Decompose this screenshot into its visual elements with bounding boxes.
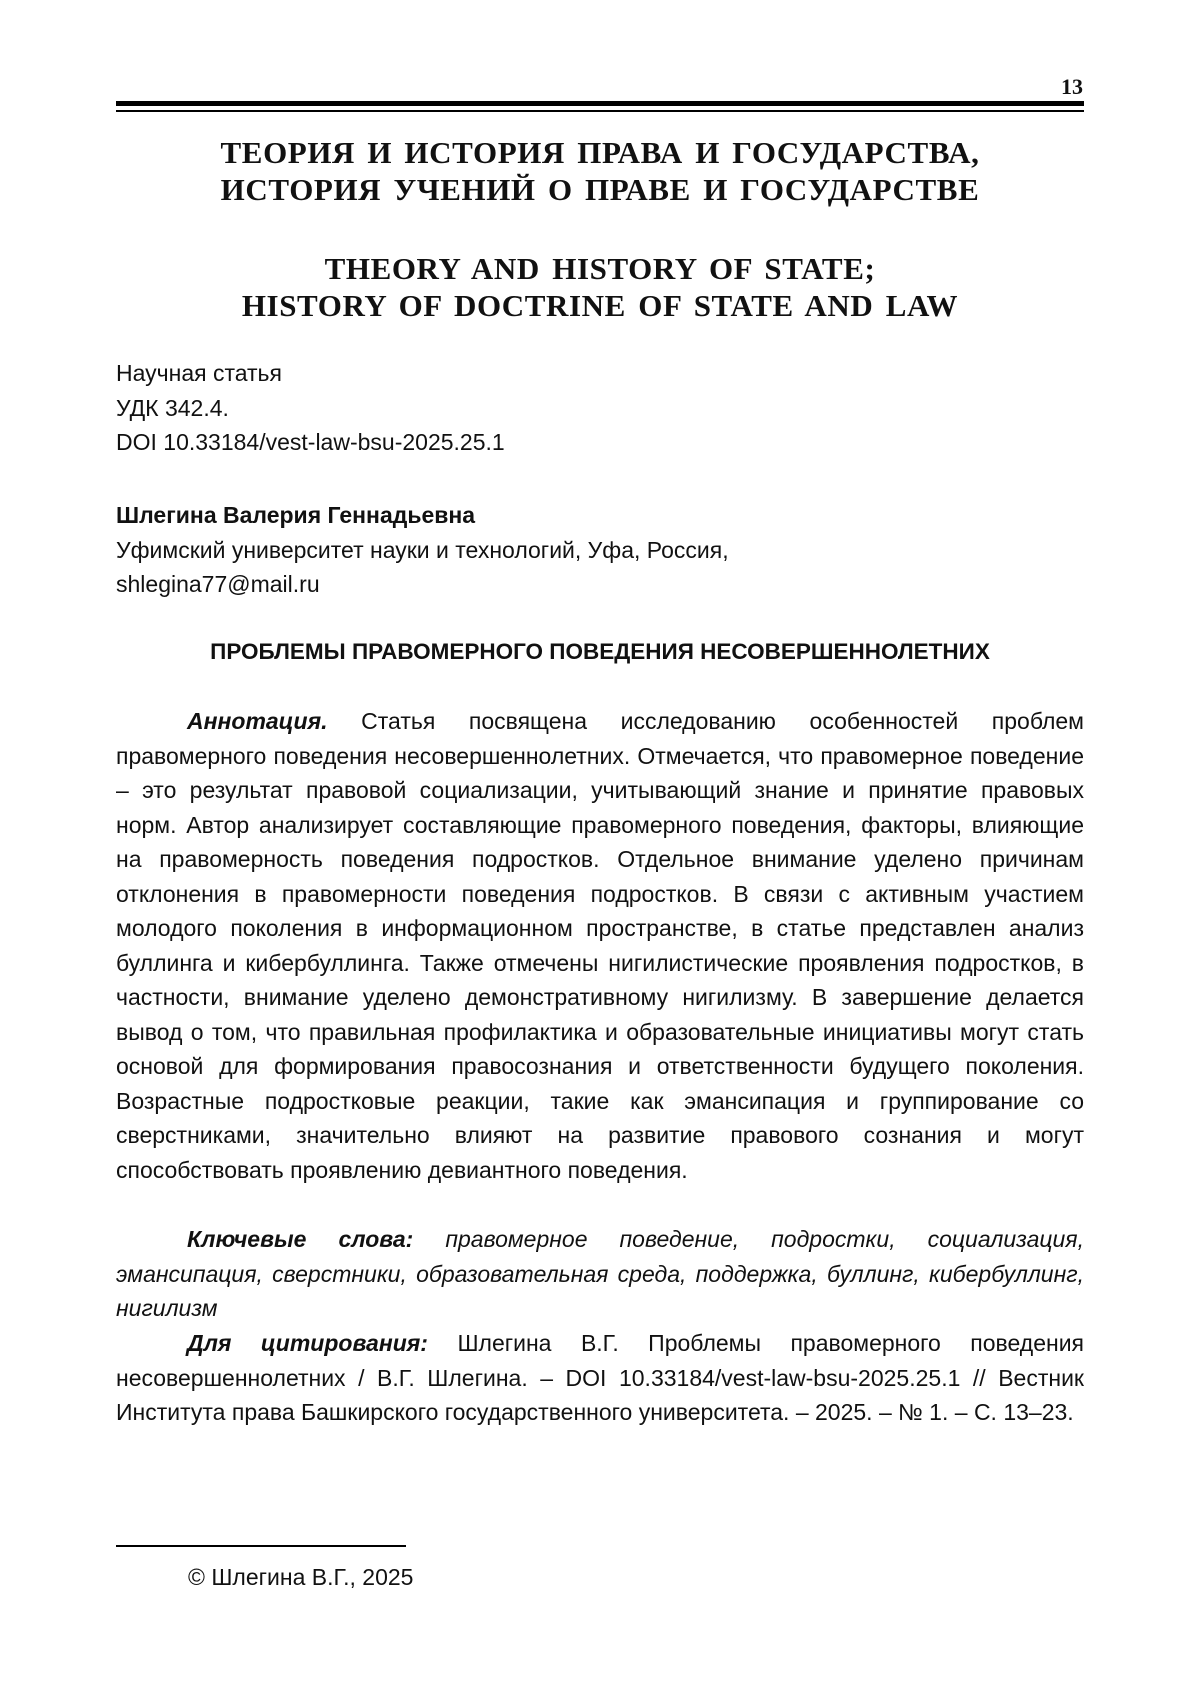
page-number: 13 xyxy=(1061,74,1083,99)
citation xyxy=(116,1326,1084,1430)
article-meta xyxy=(116,356,505,460)
abstract xyxy=(116,704,1084,1187)
section-title-en-line1: THEORY AND HISTORY OF STATE; xyxy=(324,251,876,286)
abstract-text: Статья посвящена исследованию особенностей проблем правомерного поведения несовершеннолетних. Отмечается, что правомерное поведение – это результат правовой социализации, учитывающий знание и принятие правовых норм. Автор анализирует составляющие правомерного поведения, факторы, влияющие на правомерность поведения подростков. Отдельное внимание уделено причинам отклонения в правомерности поведения подростков. В связи с активным участием молодого поколения в информационном пространстве, в статье представлен анализ буллинга и кибербуллинга. Также отмечены нигилистические проявления подростков, в частности, внимание уделено демонстративному нигилизму. В завершение делается вывод о том, что правильная профилактика и образовательные инициативы могут стать основой для формирования правосознания и ответственности будущего поколения. Возрастные подростковые реакции, такие как эмансипация и группирование со сверстниками, значительно влияют на развитие правового сознания и могут способствовать проявлению девиантного поведения. xyxy=(116,708,1084,1183)
keywords-text: правомерное поведение, подростки, социализация, эмансипация, сверстники, образовательная среда, поддержка, буллинг, кибербуллинг, нигилизм xyxy=(116,1226,1084,1321)
abstract-label: Аннотация. xyxy=(187,708,328,734)
header-rule-thick xyxy=(116,101,1084,106)
footnote-separator xyxy=(116,1545,406,1547)
author-email: shlegina77@mail.ru xyxy=(116,571,320,597)
section-title-en xyxy=(116,250,1084,324)
author-name: Шлегина Валерия Геннадьевна xyxy=(116,502,476,528)
udk-code: УДК 342.4. xyxy=(116,394,229,421)
copyright-notice: © Шлегина В.Г., 2025 xyxy=(188,1564,414,1590)
section-title-en-line2: HISTORY OF DOCTRINE OF STATE AND LAW xyxy=(241,288,959,323)
section-title-ru-line1: ТЕОРИЯ И ИСТОРИЯ ПРАВА И ГОСУДАРСТВА, xyxy=(220,135,980,170)
citation-text: Шлегина В.Г. Проблемы правомерного поведения несовершеннолетних / В.Г. Шлегина. – DOI 10.33184/vest-law-bsu-2025.25.1 // Вестник Института права Башкирского государственного университета. – 2025. – № 1. – С. 13–23. xyxy=(116,1330,1084,1425)
article-type: Научная статья xyxy=(116,360,282,386)
header-rule-thin xyxy=(116,110,1084,112)
article-title: ПРОБЛЕМЫ ПРАВОМЕРНОГО ПОВЕДЕНИЯ НЕСОВЕРШЕННОЛЕТНИХ xyxy=(210,639,990,664)
citation-label: Для цитирования: xyxy=(187,1330,428,1356)
doi: DOI 10.33184/vest-law-bsu-2025.25.1 xyxy=(116,429,505,455)
section-title-ru-line2: ИСТОРИЯ УЧЕНИЙ О ПРАВЕ И ГОСУДАРСТВЕ xyxy=(220,172,980,207)
author-info xyxy=(116,498,729,602)
section-title-ru xyxy=(116,134,1084,208)
keywords-label: Ключевые слова: xyxy=(187,1226,414,1252)
keywords xyxy=(116,1222,1084,1326)
author-affiliation: Уфимский университет науки и технологий, Уфа, Россия, xyxy=(116,536,729,563)
